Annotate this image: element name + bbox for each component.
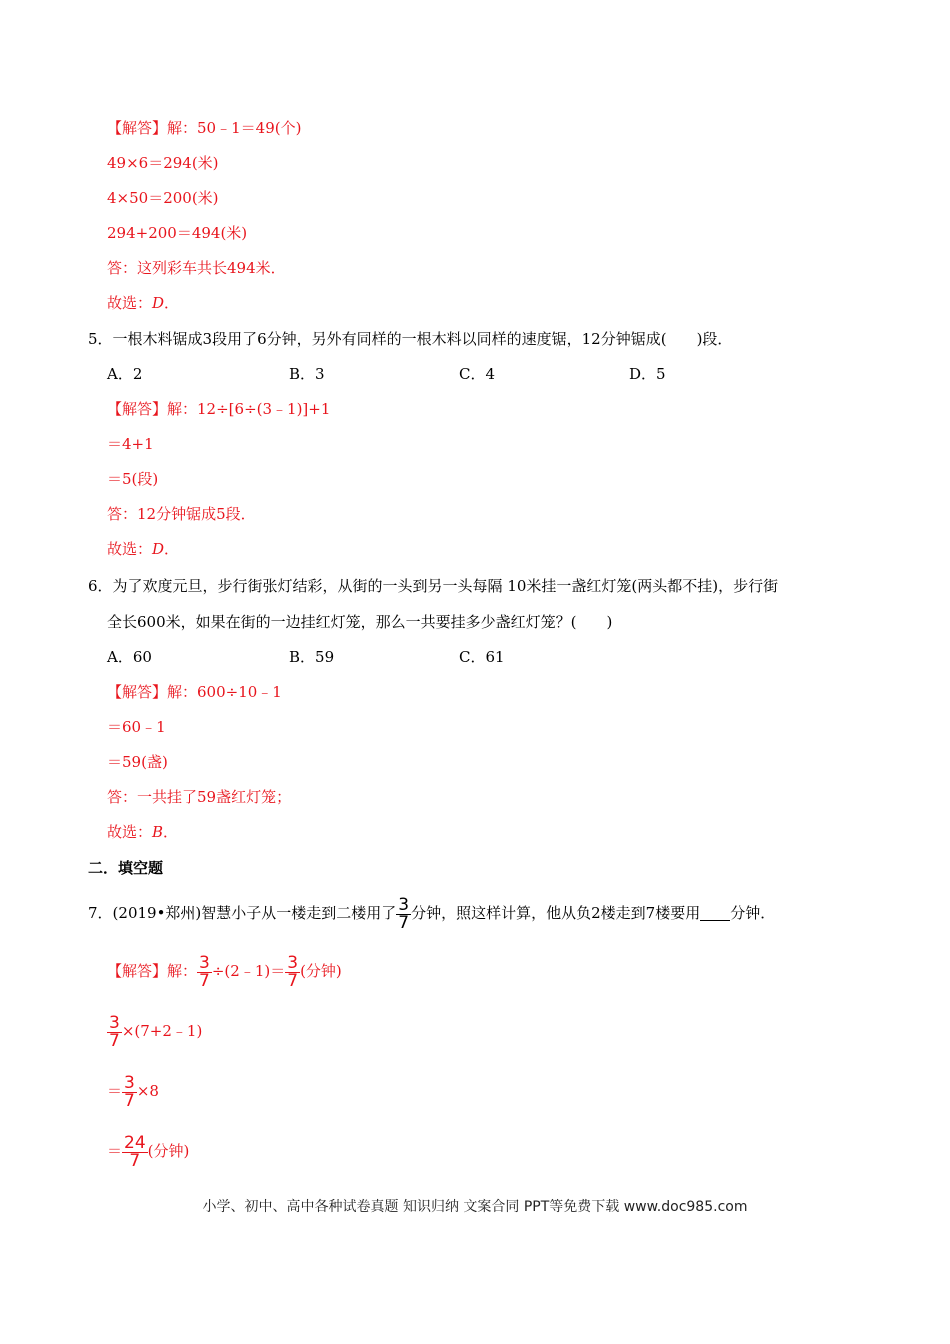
- q5-option-a: A．2: [107, 365, 143, 383]
- q5-answer-line-3: ＝5(段): [107, 470, 159, 488]
- q6-answer-line-1: 【解答】解：600÷10﹣1: [107, 683, 282, 701]
- q6-answer-line-4: 答：一共挂了59盏红灯笼；: [107, 788, 292, 806]
- q4-answer-line-1: 【解答】解：50﹣1＝49(个): [107, 119, 302, 137]
- q4-answer-line-2: 49×6＝294(米): [107, 154, 219, 172]
- q7-answer-line-3: ＝ $\frac{3}{7}$ ×8: [107, 1072, 159, 1111]
- answer-tag: 【解答】: [107, 119, 168, 137]
- q7-stem-fraction: $\frac{3}{7}$: [398, 894, 410, 933]
- q6-answer-line-2: ＝60﹣1: [107, 718, 166, 736]
- footer-banner: 小学、初中、高中各种试卷真题 知识归纳 文案合同 PPT等免费下载 www.doc985.com: [202, 1199, 748, 1215]
- q6-option-b: B．59: [289, 648, 335, 666]
- q4-choice: 故选：D．: [107, 294, 180, 312]
- section-title: 二．填空题: [88, 859, 164, 877]
- q6-option-c: C．61: [459, 648, 505, 666]
- q5-answer-line-2: ＝4+1: [107, 435, 154, 453]
- q7-answer-line-4: ＝ $\frac{24}{7}$ (分钟): [107, 1132, 190, 1171]
- q5-option-c: C．4: [459, 365, 496, 383]
- q4-answer-line-4: 294+200＝494(米): [107, 224, 248, 242]
- q6-option-a: A．60: [107, 648, 152, 666]
- q5-answer-line-1: 【解答】解：12÷[6÷(3﹣1)]+1: [107, 400, 331, 418]
- q5-choice: 故选：D．: [107, 540, 180, 558]
- q6-stem-line-2: 全长600米，如果在街的一边挂红灯笼，那么一共要挂多少盏红灯笼？( ): [107, 613, 613, 631]
- answer-tag: 【解答】: [107, 400, 168, 418]
- answer-tag: 【解答】: [107, 962, 168, 980]
- q4-answer-line-5: 答：这列彩车共长494米．: [107, 259, 286, 277]
- q7-stem: 7．(2019•郑州)智慧小子从一楼走到二楼用了 $\frac{3}{7}$ 分钟，照这样计算，他从负2楼走到7楼要用 分钟．: [88, 894, 776, 933]
- q6-answer-line-3: ＝59(盏): [107, 753, 168, 771]
- q4-answer-line-3: 4×50＝200(米): [107, 189, 219, 207]
- q5-stem: 5．一根木料锯成3段用了6分钟，另外有同样的一根木料以同样的速度锯，12分钟锯成( )段．: [88, 330, 733, 348]
- q6-stem-line-1: 6．为了欢度元旦，步行街张灯结彩，从街的一头到另一头每隔 10米挂一盏红灯笼(两头都不挂)，步行街: [88, 577, 779, 595]
- q7-answer-line-2: $\frac{3}{7}$ ×(7+2﹣1): [109, 1012, 203, 1051]
- q5-answer-line-4: 答：12分钟锯成5段．: [107, 505, 256, 523]
- q5-option-d: D．5: [629, 365, 666, 383]
- q7-answer-line-1: 【解答】解： $\frac{3}{7}$ ÷(2﹣1)＝ $\frac{3}{7}$ (分钟): [107, 952, 342, 991]
- answer-tag: 【解答】: [107, 683, 168, 701]
- q7-answer-blank: [700, 904, 730, 921]
- q6-choice: 故选：B．: [107, 823, 179, 841]
- q5-option-b: B．3: [289, 365, 325, 383]
